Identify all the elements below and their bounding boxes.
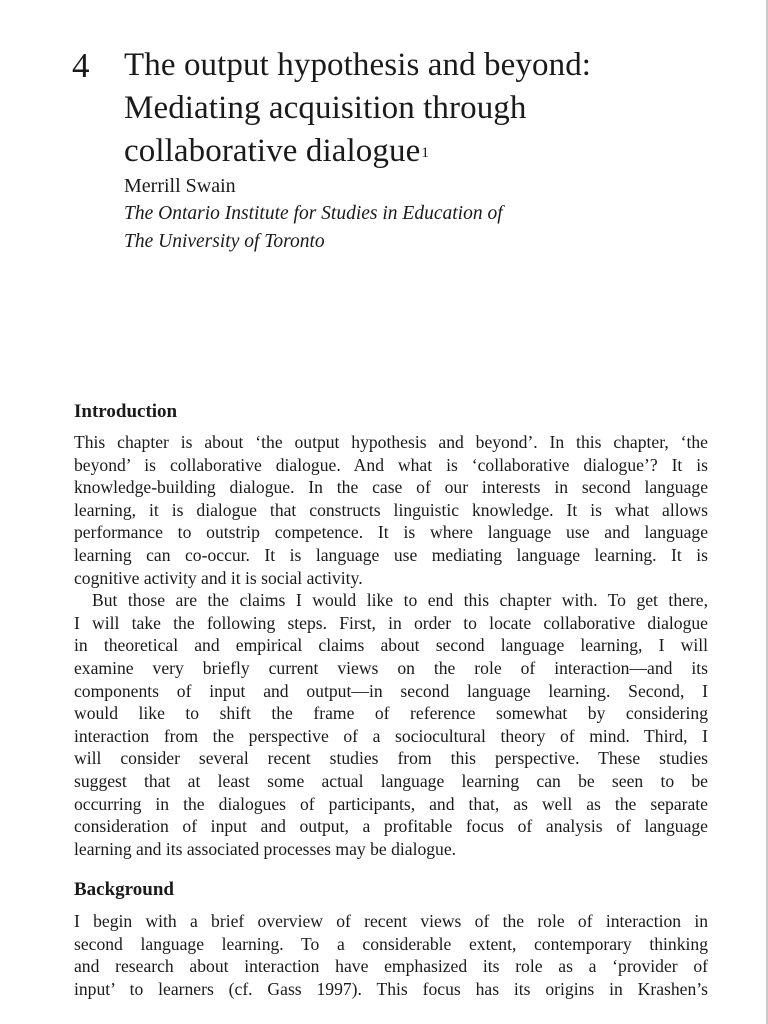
text-line: learning can co-occur. It is language use mediating language learning. It is <box>74 544 708 565</box>
text-line: performance to outstrip competence. It is where language use and language <box>74 522 708 543</box>
affiliation-line: The Ontario Institute for Studies in Education of <box>124 203 503 224</box>
text-line: and research about interaction have emphasized its role as a ‘provider of <box>74 956 708 977</box>
text-line: beyond’ is collaborative dialogue. And what is ‘collaborative dialogue’? It is <box>74 454 708 475</box>
title-line-text: collaborative dialogue <box>124 133 421 169</box>
text-line: knowledge-building dialogue. In the case of our interests in second language <box>74 477 708 498</box>
text-line: This chapter is about ‘the output hypothesis and beyond’. In this chapter, ‘the <box>74 432 708 452</box>
chapter-title <box>124 44 744 173</box>
text-line: in theoretical and empirical claims about second language learning, I will <box>74 635 708 656</box>
author-name: Merrill Swain <box>124 175 236 197</box>
author-affiliation <box>124 200 503 256</box>
text-line: learning and its associated processes may be dialogue. <box>74 838 457 859</box>
text-line: components of input and output—in second language learning. Second, I <box>74 680 708 701</box>
section-heading-background: Background <box>74 879 174 900</box>
text-line: examine very briefly current views on the role of interaction—and its <box>74 657 708 678</box>
text-line: will consider several recent studies from this perspective. These studies <box>74 748 708 769</box>
text-line: consideration of input and output, a profitable focus of analysis of language <box>74 816 708 837</box>
title-line-last <box>124 130 744 173</box>
text-line: occurring in the dialogues of participants, and that, as well as the separate <box>74 793 708 814</box>
affiliation-line: The University of Toronto <box>124 231 325 252</box>
text-line: input’ to learners (cf. Gass 1997). This focus has its origins in Krashen’s <box>74 978 708 999</box>
section-heading-introduction: Introduction <box>74 401 178 422</box>
text-line: I begin with a brief overview of recent views of the role of interaction in <box>74 911 708 931</box>
chapter-number: 4 <box>72 46 90 85</box>
footnote-marker[interactable]: 1 <box>421 145 429 161</box>
text-line: I will take the following steps. First, in order to locate collaborative dialogue <box>74 612 708 633</box>
background-text <box>74 910 708 1000</box>
text-line: interaction from the perspective of a sociocultural theory of mind. Third, I <box>74 725 708 746</box>
title-line: The output hypothesis and beyond: <box>124 47 592 83</box>
text-line: cognitive activity and it is social activity. <box>74 567 363 588</box>
text-line: would like to shift the frame of reference somewhat by considering <box>74 703 708 724</box>
introduction-text <box>74 431 708 860</box>
text-line: But those are the claims I would like to end this chapter with. To get there, <box>92 590 708 611</box>
text-line: second language learning. To a considerable extent, contemporary thinking <box>74 933 708 954</box>
title-line: Mediating acquisition through <box>124 90 527 126</box>
text-line: suggest that at least some actual language learning can be seen to be <box>74 770 708 791</box>
text-line: learning, it is dialogue that constructs linguistic knowledge. It is what allows <box>74 499 708 520</box>
